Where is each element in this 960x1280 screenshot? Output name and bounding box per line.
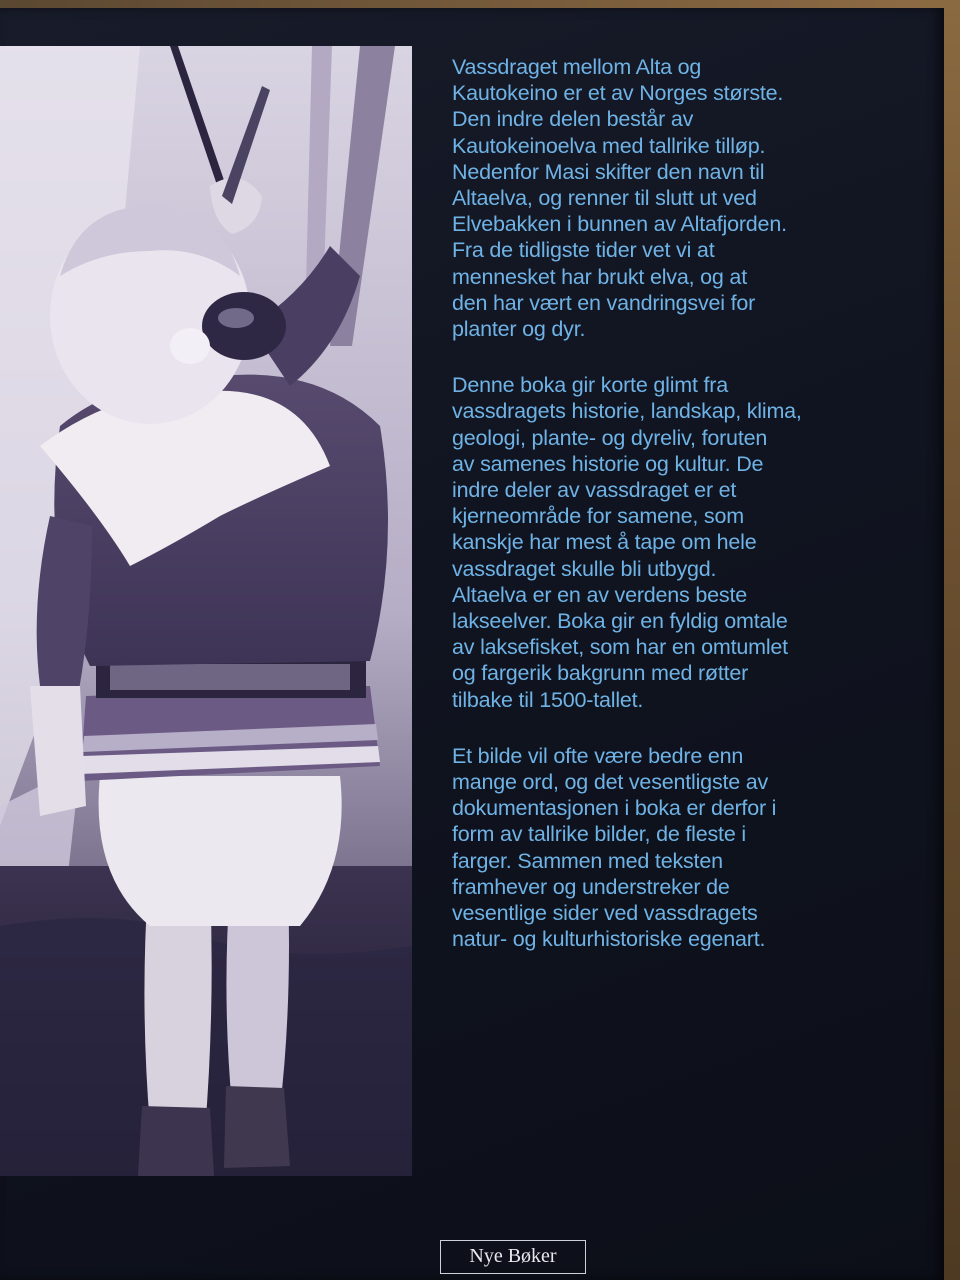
blurb-paragraph: Et bilde vil ofte være bedre enn mange ord, og det vesentligste av dokumentasjonen i boka er derfor i form av tallrike bilder, de fleste i farger. Sammen med teksten framhever og understreker de vesentlige sider ved vassdragets natur- og kulturhistoriske egenart. — [452, 743, 777, 952]
book-back-cover — [0, 8, 944, 1280]
back-cover-blurb — [452, 54, 904, 983]
blurb-paragraph: Denne boka gir korte glimt fra vassdragets historie, landskap, klima, geologi, plante- og dyreliv, foruten av samenes historie og kultur. De indre deler av vassdraget er et kjerneområde for samene, som kanskje har mest å tape om hele vassdraget skulle bli utbygd. Altaelva er en av verdens beste lakseelver. Boka gir en fyldig omtale av laksefisket, som har en omtumlet og fargerik bakgrunn med røtter tilbake til 1500-tallet. — [452, 373, 802, 712]
cover-photo-child-drinking — [0, 46, 412, 1176]
publisher-logo: Nye Bøker — [440, 1240, 586, 1274]
blurb-paragraph: Vassdraget mellom Alta og Kautokeino er et av Norges største. Den indre delen består av Kautokeinoelva med tallrike tilløp. Nedenfor Masi skifter den navn til Altaelva, og renner til slutt ut ved Elvebakken i bunnen av Altafjorden. Fra de tidligste tider vet vi at mennesket har brukt elva, og at den har vært en vandringsvei for planter og dyr. — [452, 55, 787, 342]
